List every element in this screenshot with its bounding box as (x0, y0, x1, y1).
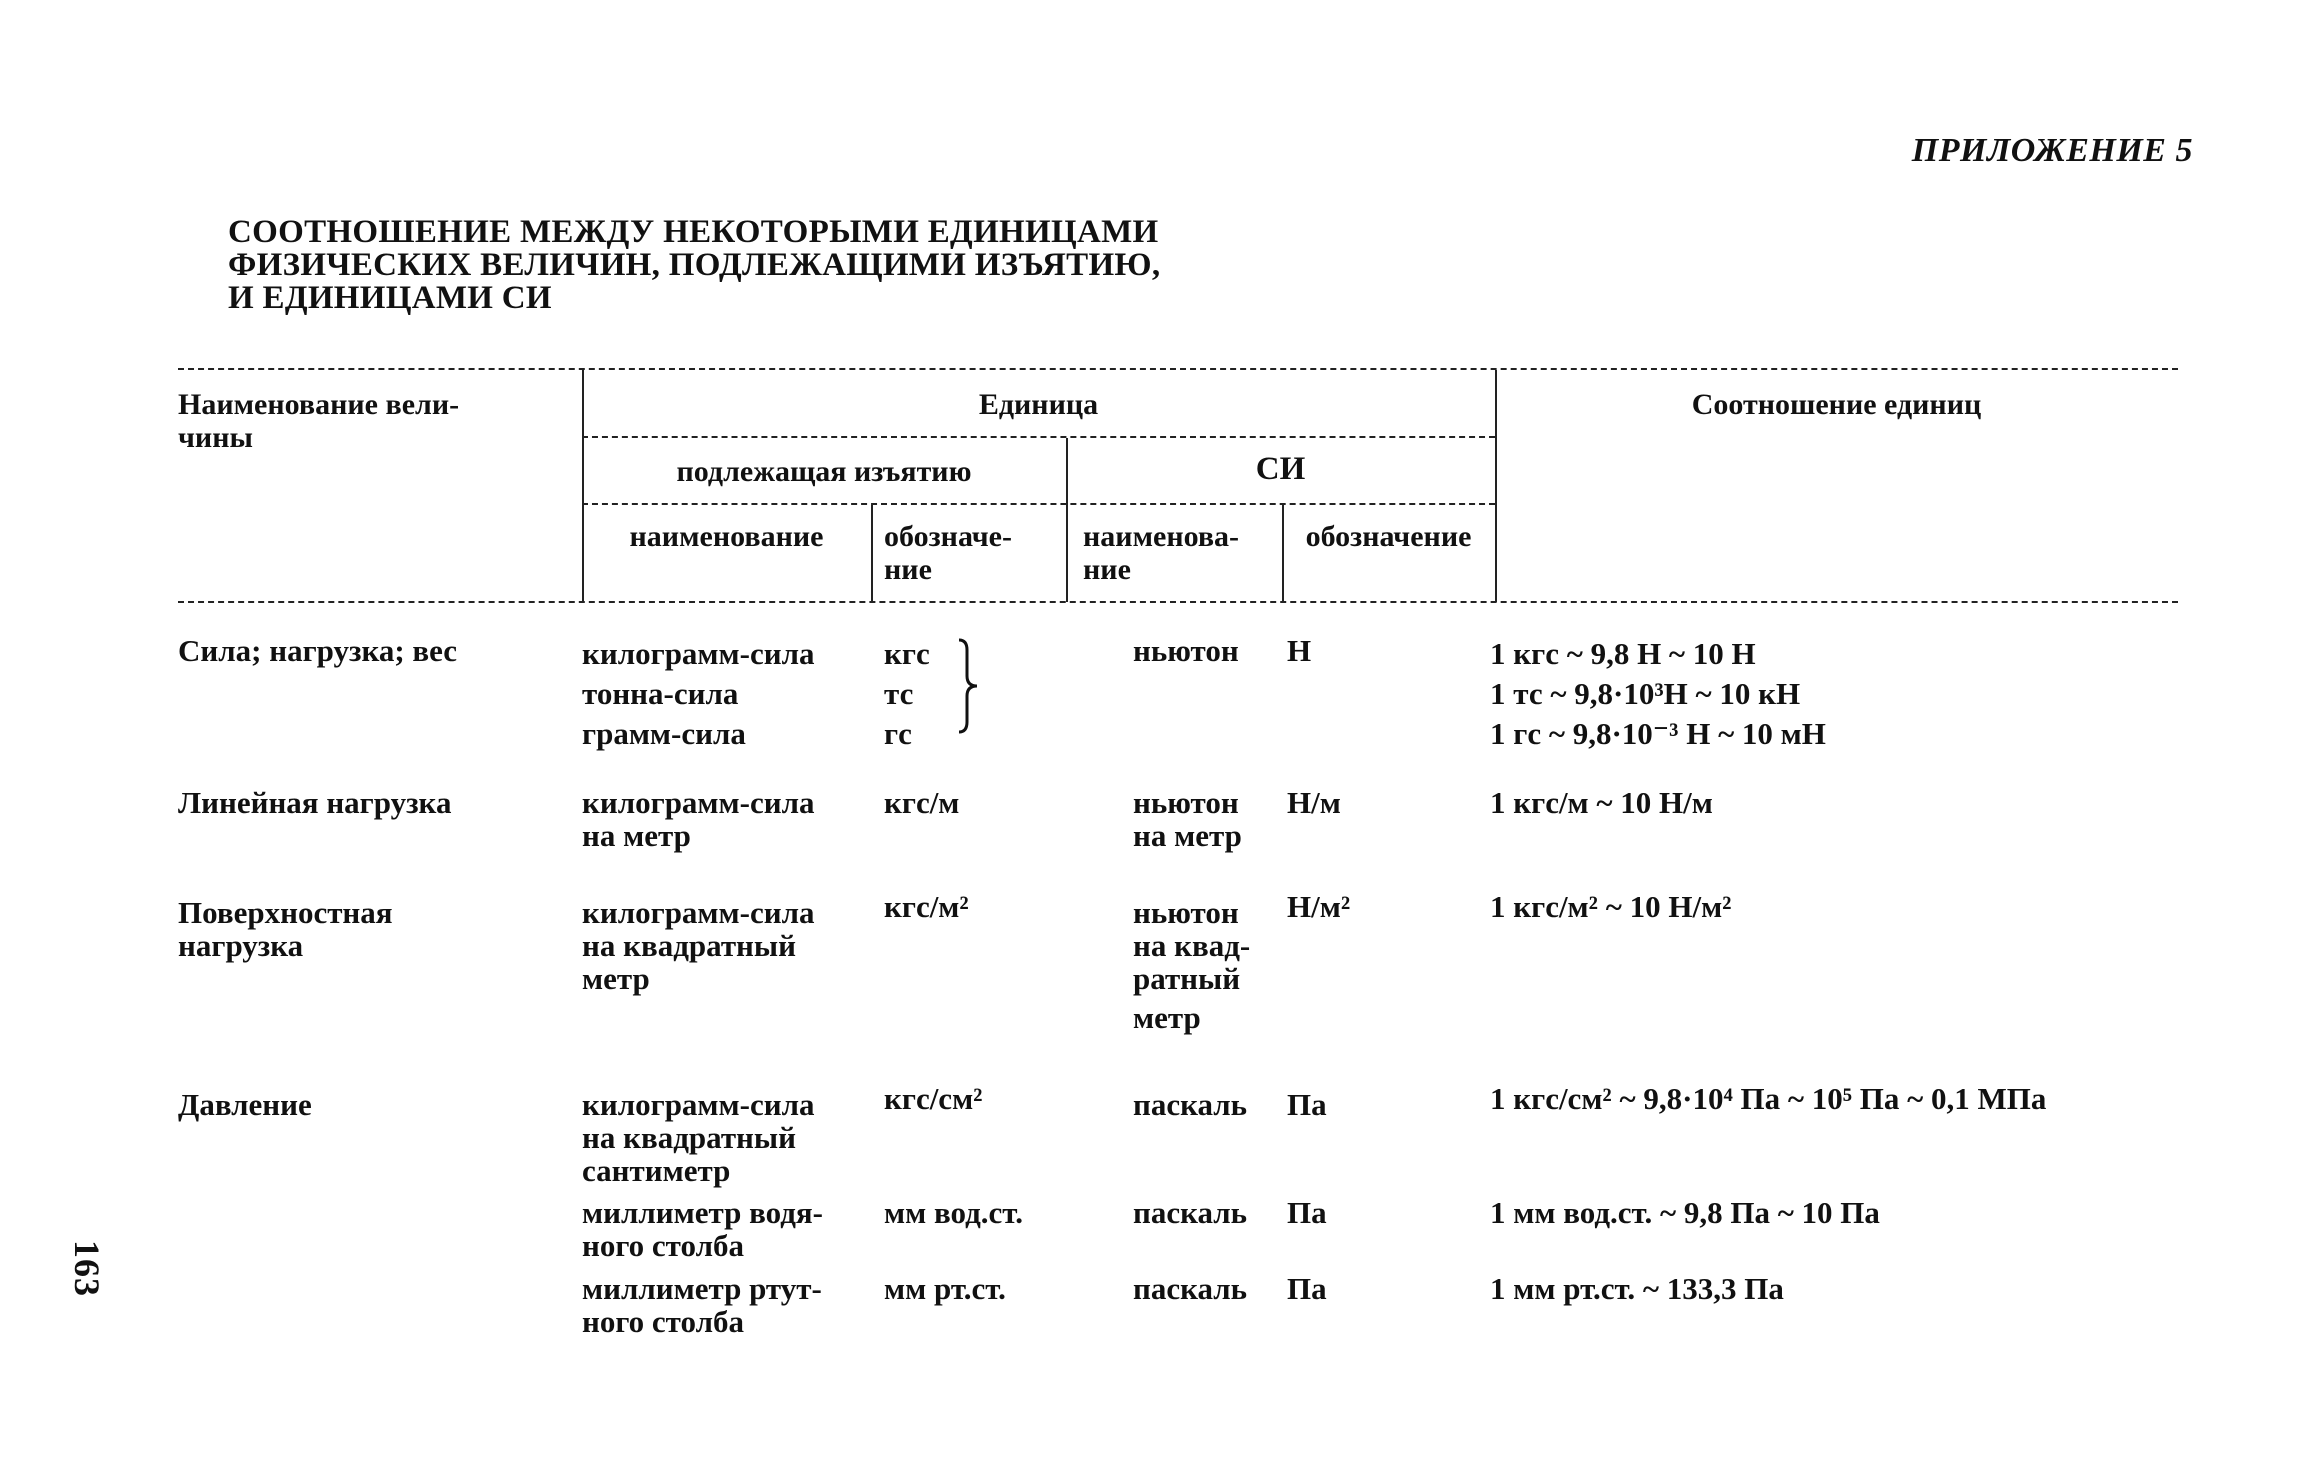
cell-text: миллиметр ртут- (582, 1271, 822, 1306)
header-withdrawn-name: наименование (629, 520, 824, 553)
header-si-name (1083, 520, 1239, 586)
cell-quantity (178, 896, 393, 962)
header-withdrawn-symbol (884, 520, 1012, 586)
cell-withdrawn-symbol (884, 634, 930, 754)
cell-quantity (178, 786, 451, 819)
cell-text: ньютон (1133, 785, 1239, 820)
title-line: СООТНОШЕНИЕ МЕЖДУ НЕКОТОРЫМИ ЕДИНИЦАМИ (228, 214, 1159, 250)
cell-text: 1 мм вод.ст. ~ 9,8 Па ~ 10 Па (1490, 1195, 1880, 1230)
title-line: ФИЗИЧЕСКИХ ВЕЛИЧИН, ПОДЛЕЖАЩИМИ ИЗЪЯТИЮ, (228, 247, 1161, 283)
header-subrule (582, 503, 1495, 505)
right-brace-icon (955, 636, 985, 736)
document-title (228, 216, 1160, 315)
cell-withdrawn-symbol (884, 786, 959, 819)
cell-si-name (1133, 1088, 1247, 1121)
cell-text: на квад- (1133, 928, 1251, 963)
header-quantity (178, 388, 459, 454)
cell-text: мм рт.ст. (884, 1271, 1006, 1306)
cell-text: паскаль (1133, 1195, 1248, 1230)
cell-text: метр (582, 961, 650, 996)
cell-ratio (1490, 634, 1826, 754)
cell-text: мм вод.ст. (884, 1195, 1023, 1230)
cell-text: 1 тс ~ 9,8·10³Н ~ 10 кН (1490, 676, 1801, 711)
cell-text: 1 кгс/м ~ 10 Н/м (1490, 785, 1713, 820)
cell-text: Давление (178, 1087, 312, 1122)
header-si-symbol: обозначение (1305, 520, 1472, 553)
title-line: И ЕДИНИЦАМИ СИ (228, 280, 552, 316)
cell-text: кгс/м² (884, 889, 969, 924)
cell-text: сантиметр (582, 1153, 731, 1188)
cell-withdrawn-symbol (884, 1196, 1023, 1229)
cell-withdrawn-symbol (884, 890, 969, 923)
cell-text: 1 кгс/см² ~ 9,8·10⁴ Па ~ 10⁵ Па ~ 0,1 МПа (1490, 1081, 2047, 1116)
cell-text: на квадратный (582, 928, 796, 963)
cell-ratio (1490, 1082, 2046, 1115)
cell-text: гс (884, 716, 912, 751)
cell-text: нагрузка (178, 928, 304, 963)
cell-text: на квадратный (582, 1120, 796, 1155)
cell-text: паскаль (1133, 1087, 1248, 1122)
cell-si-symbol (1287, 786, 1341, 819)
cell-si-name (1133, 634, 1239, 667)
cell-si-name (1133, 786, 1242, 852)
cell-text: Па (1287, 1195, 1327, 1230)
cell-text: паскаль (1133, 1271, 1248, 1306)
cell-text: килограмм-сила (582, 895, 815, 930)
cell-withdrawn-symbol (884, 1082, 982, 1115)
cell-si-name (1133, 896, 1250, 1034)
header-text: ние (1083, 553, 1131, 586)
cell-text: ратный (1133, 961, 1241, 996)
cell-text: 1 гс ~ 9,8·10⁻³ Н ~ 10 мН (1490, 716, 1826, 751)
cell-text: 1 кгс ~ 9,8 Н ~ 10 Н (1490, 636, 1756, 671)
cell-withdrawn-name (582, 1196, 823, 1262)
header-ratio: Соотношение единиц (1691, 388, 1982, 421)
header-text: наименова- (1083, 520, 1240, 553)
cell-text: Па (1287, 1271, 1327, 1306)
cell-quantity (178, 1088, 312, 1121)
cell-si-symbol (1287, 1196, 1327, 1229)
table-top-rule (178, 368, 2178, 370)
header-text: обозначе- (884, 520, 1012, 553)
cell-text: метр (1133, 1000, 1201, 1035)
cell-text: Н/м (1287, 785, 1341, 820)
cell-text: Н (1287, 633, 1312, 668)
cell-text: килограмм-сила (582, 1087, 815, 1122)
header-unit: Единица (978, 388, 1099, 421)
cell-text: на метр (1133, 818, 1242, 853)
cell-ratio (1490, 786, 1713, 819)
cell-ratio (1490, 890, 1731, 923)
cell-text: ньютон (1133, 633, 1239, 668)
cell-text: Па (1287, 1087, 1327, 1122)
cell-ratio (1490, 1196, 1880, 1229)
cell-ratio (1490, 1272, 1784, 1305)
cell-text: ньютон (1133, 895, 1239, 930)
table-header-rule (178, 601, 2178, 603)
cell-text: кгс/см² (884, 1081, 983, 1116)
cell-text: килограмм-сила (582, 785, 815, 820)
page-number: 163 (67, 1240, 107, 1297)
cell-text: миллиметр водя- (582, 1195, 824, 1230)
header-withdrawn: подлежащая изъятию (676, 455, 972, 488)
cell-text: кгс/м (884, 785, 960, 820)
cell-text: тс (884, 676, 914, 711)
cell-si-symbol (1287, 634, 1311, 667)
cell-withdrawn-name (582, 634, 815, 754)
cell-withdrawn-symbol (884, 1272, 1006, 1305)
cell-si-symbol (1287, 1272, 1327, 1305)
cell-withdrawn-name (582, 1088, 815, 1187)
cell-text: килограмм-сила (582, 636, 815, 671)
cell-quantity (178, 634, 457, 667)
header-si: СИ (1255, 451, 1306, 487)
cell-si-symbol (1287, 890, 1350, 923)
cell-si-name (1133, 1272, 1247, 1305)
cell-text: ного столба (582, 1304, 744, 1339)
appendix-label: ПРИЛОЖЕНИЕ 5 (1911, 132, 2193, 169)
cell-text: Сила; нагрузка; вес (178, 633, 458, 668)
cell-text: тонна-сила (582, 676, 739, 711)
header-text: чины (178, 421, 253, 454)
header-text: Наименование вели- (178, 388, 460, 421)
header-text: ние (884, 553, 932, 586)
cell-text: ного столба (582, 1228, 744, 1263)
header-subrule (582, 436, 1495, 438)
cell-si-name (1133, 1196, 1247, 1229)
cell-text: кгс (884, 636, 930, 671)
cell-withdrawn-name (582, 1272, 822, 1338)
cell-text: Поверхностная (178, 895, 393, 930)
cell-text: Линейная нагрузка (178, 785, 452, 820)
header-divider (871, 505, 873, 602)
cell-text: грамм-сила (582, 716, 746, 751)
cell-si-symbol (1287, 1088, 1327, 1121)
cell-withdrawn-name (582, 786, 815, 852)
cell-text: Н/м² (1287, 889, 1351, 924)
cell-text: 1 мм рт.ст. ~ 133,3 Па (1490, 1271, 1784, 1306)
cell-text: на метр (582, 818, 691, 853)
cell-withdrawn-name (582, 896, 815, 995)
cell-text: 1 кгс/м² ~ 10 Н/м² (1490, 889, 1732, 924)
